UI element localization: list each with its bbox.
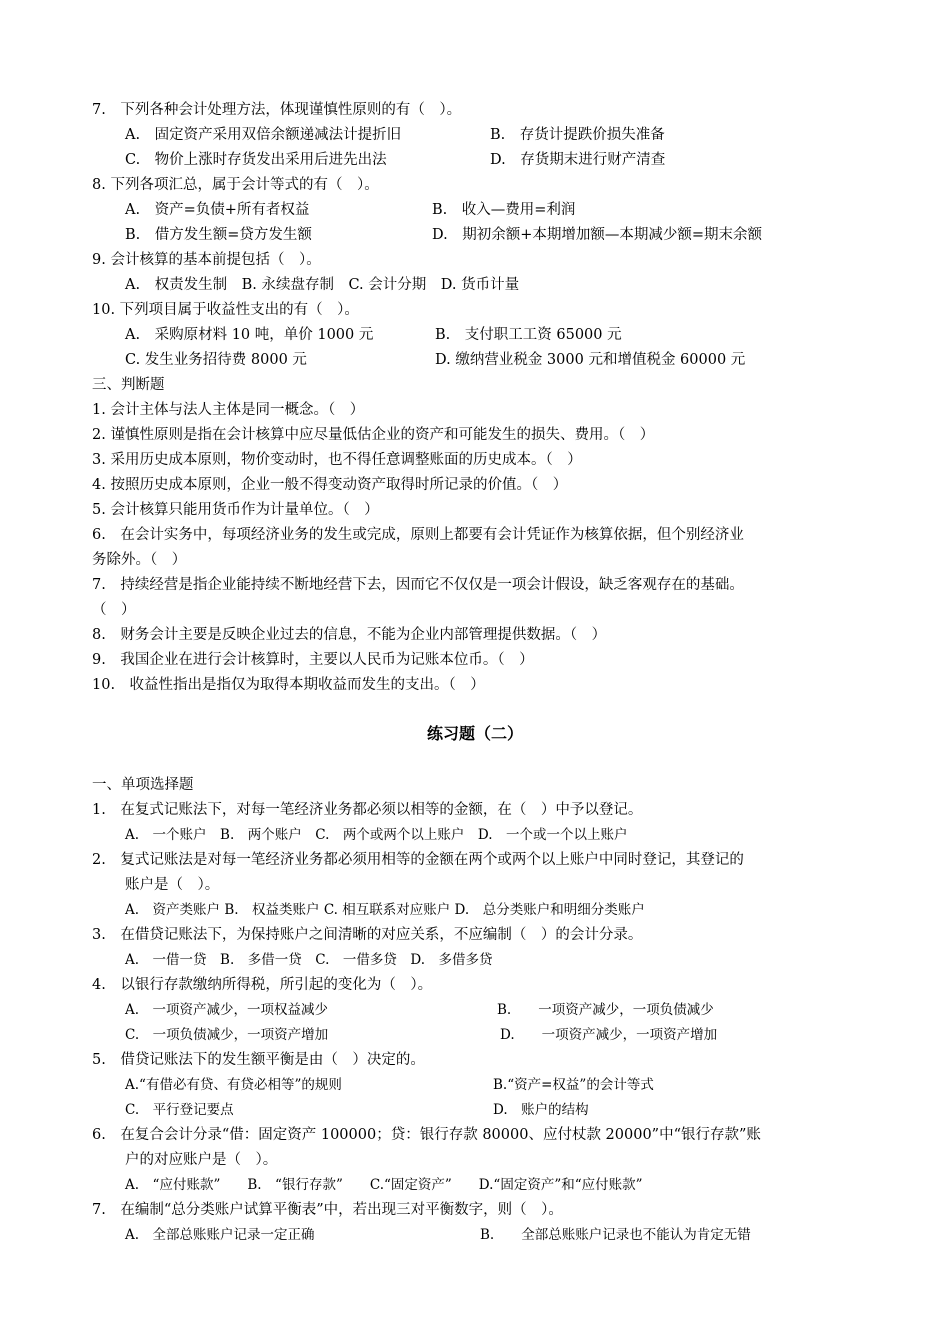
p2-question-4-option-a: A. 一项资产减少，一项权益减少 — [125, 1002, 329, 1018]
tf-item-1: 1. 会计主体与法人主体是同一概念。（ ） — [92, 402, 365, 418]
p2-question-7-option-b: B. 全部总账账户记录也不能认为肯定无错 — [480, 1227, 751, 1243]
p2-question-1-stem: 1. 在复式记账法下，对每一笔经济业务都必须以相等的金额，在（ ）中予以登记。 — [92, 802, 643, 818]
tf-item-5: 5. 会计核算只能用货币作为计量单位。（ ） — [92, 502, 379, 518]
p2-question-7-option-a: A. 全部总账账户记录一定正确 — [125, 1227, 315, 1243]
p2-question-4-option-c: C. 一项负债减少，一项资产增加 — [125, 1027, 329, 1043]
p2-question-4-option-d: D. 一项资产减少，一项资产增加 — [500, 1027, 718, 1043]
question-9-stem: 9. 会计核算的基本前提包括（ ）。 — [92, 252, 321, 268]
p2-question-5-option-d: D. 账户的结构 — [493, 1102, 589, 1118]
p2-question-3-options: A. 一借一贷 B. 多借一贷 C. 一借多贷 D. 多借多贷 — [125, 952, 493, 968]
tf-item-2: 2. 谨慎性原则是指在会计核算中应尽量低估企业的资产和可能发生的损失、费用。（ ） — [92, 427, 655, 443]
p2-question-4-option-b: B. 一项资产减少，一项负债减少 — [497, 1002, 714, 1018]
question-8-stem: 8. 下列各项汇总，属于会计等式的有（ ）。 — [92, 177, 379, 193]
question-10-stem: 10. 下列项目属于收益性支出的有（ ）。 — [92, 302, 359, 318]
tf-item-6-line-1: 6. 在会计实务中，每项经济业务的发生或完成，原则上都要有会计凭证作为核算依据，但个别经济业 — [92, 527, 744, 543]
question-8-option-c: B. 借方发生额=贷方发生额 — [125, 227, 312, 243]
tf-item-10: 10. 收益性指出是指仅为取得本期收益而发生的支出。（ ） — [92, 677, 485, 693]
p2-question-5-option-c: C. 平行登记要点 — [125, 1102, 234, 1118]
p2-question-2-options: A. 资产类账户 B. 权益类账户 C. 相互联系对应账户 D. 总分类账户和明细分类账户 — [125, 902, 645, 918]
p2-question-6-stem-line-1: 6. 在复合会计分录“借：固定资产 100000；贷：银行存款 80000、应付杖款 20000”中“银行存款”账 — [92, 1127, 761, 1143]
question-7-option-d: D. 存货期末进行财产清查 — [490, 152, 666, 168]
p2-question-3-stem: 3. 在借贷记账法下，为保持账户之间清晰的对应关系，不应编制（ ）的会计分录。 — [92, 927, 643, 943]
p2-question-5-option-b: B.“资产=权益”的会计等式 — [493, 1077, 654, 1093]
section-heading-single-choice: 一、单项选择题 — [92, 777, 194, 793]
p2-question-6-stem-line-2: 户的对应账户是（ ）。 — [125, 1152, 278, 1168]
question-7-option-b: B. 存货计提跌价损失准备 — [490, 127, 665, 143]
question-10-option-a: A. 采购原材料 10 吨，单价 1000 元 — [125, 327, 374, 343]
question-10-option-b: B. 支付职工工资 65000 元 — [435, 327, 622, 343]
question-8-option-a: A. 资产=负债+所有者权益 — [125, 202, 310, 218]
question-7-option-a: A. 固定资产采用双倍余额递减法计提折旧 — [125, 127, 402, 143]
p2-question-2-stem-line-2: 账户是（ ）。 — [125, 877, 220, 893]
p2-question-5-stem: 5. 借贷记账法下的发生额平衡是由（ ）决定的。 — [92, 1052, 425, 1068]
tf-item-8: 8. 财务会计主要是反映企业过去的信息，不能为企业内部管理提供数据。（ ） — [92, 627, 607, 643]
tf-item-9: 9. 我国企业在进行会计核算时，主要以人民币为记账本位币。（ ） — [92, 652, 534, 668]
question-10-option-d: D. 缴纳营业税金 3000 元和增值税金 60000 元 — [435, 352, 746, 368]
question-10-option-c: C. 发生业务招待费 8000 元 — [125, 352, 307, 368]
tf-item-6-line-2: 务除外。（ ） — [92, 552, 187, 568]
question-8-option-b: B. 收入—费用=利润 — [432, 202, 576, 218]
tf-item-7-line-2: （ ） — [92, 602, 136, 618]
section-heading-true-false: 三、判断题 — [92, 377, 165, 393]
question-8-option-d: D. 期初余额+本期增加额—本期减少额=期末余额 — [432, 227, 763, 243]
p2-question-2-stem-line-1: 2. 复式记账法是对每一笔经济业务都必须用相等的金额在两个或两个以上账户中同时登记，其登记的 — [92, 852, 744, 868]
exercise-title: 练习题（二） — [426, 724, 523, 743]
tf-item-3: 3. 采用历史成本原则，物价变动时，也不得任意调整账面的历史成本。（ ） — [92, 452, 582, 468]
tf-item-7-line-1: 7. 持续经营是指企业能持续不断地经营下去，因而它不仅仅是一项会计假设，缺乏客观存在的基础。 — [92, 577, 744, 593]
tf-item-4: 4. 按照历史成本原则，企业一般不得变动资产取得时所记录的价值。（ ） — [92, 477, 568, 493]
p2-question-5-option-a: A.“有借必有贷、有贷必相等”的规则 — [125, 1077, 342, 1093]
p2-question-7-stem: 7. 在编制“总分类账户试算平衡表”中，若出现三对平衡数字，则（ ）。 — [92, 1202, 563, 1218]
question-9-options: A. 权责发生制 B. 永续盘存制 C. 会计分期 D. 货币计量 — [125, 277, 520, 293]
p2-question-6-options: A. “应付账款” B. “银行存款” C.“固定资产” D.“固定资产”和“应付账款” — [125, 1177, 643, 1193]
question-7-stem: 7. 下列各种会计处理方法，体现谨慎性原则的有（ ）。 — [92, 102, 462, 118]
question-7-option-c: C. 物价上涨时存货发出采用后进先出法 — [125, 152, 387, 168]
p2-question-1-options: A. 一个账户 B. 两个账户 C. 两个或两个以上账户 D. 一个或一个以上账户 — [125, 827, 628, 843]
p2-question-4-stem: 4. 以银行存款缴纳所得税，所引起的变化为（ ）。 — [92, 977, 433, 993]
